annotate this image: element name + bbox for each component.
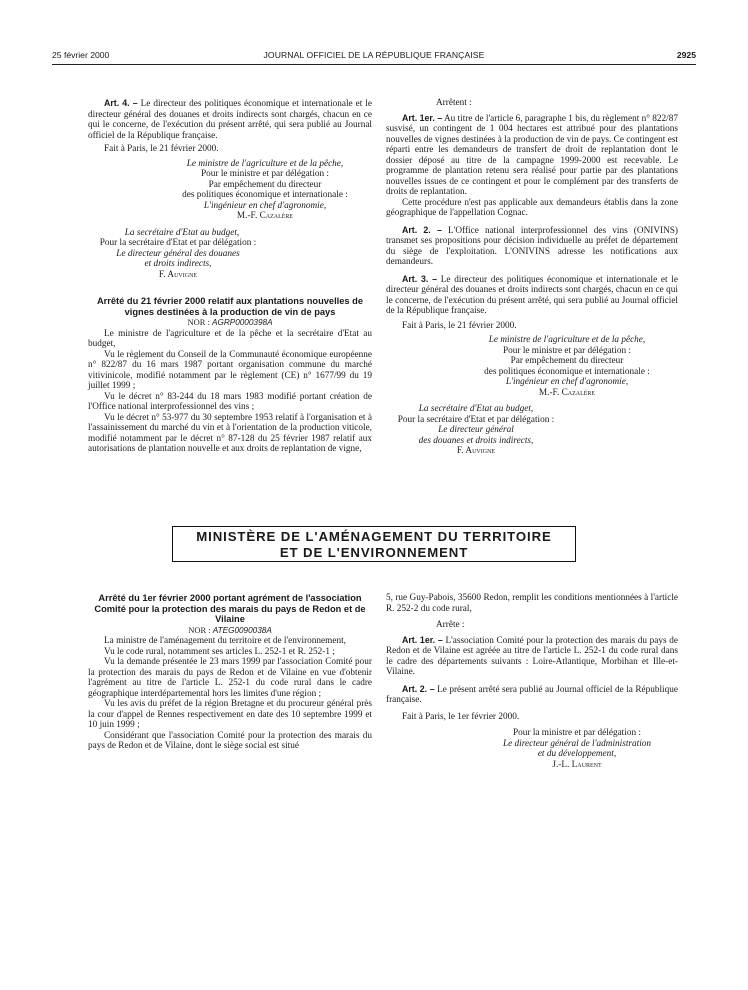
visa-paragraph: Vu la demande présentée le 23 mars 1999 par l'association Comité pour la protection des marais du pays de Redon et de Vilaine en vue d'obtenir l'agrément au titre de l'article L. 252-1 du code rural dans le cadre géographique interdépartemental hors les limites d'une région ;: [88, 657, 372, 699]
signature-block-ministre: Le ministre de l'agriculture et de la pêche, Pour le ministre et par délégation : Par empêchement du directeur des politiques économique et internationale : L'ingénieur en chef d'agronomie, M.-F. Cazalère: [182, 158, 348, 221]
top-right-column: [386, 98, 678, 457]
fait-a-paris: Fait à Paris, le 21 février 2000.: [104, 144, 219, 154]
considerant-paragraph: Considérant que l'association Comité pour la protection des marais du pays de Redon et de Vilaine, dont le siège social est situé: [88, 730, 372, 751]
visa-paragraph: Le ministre de l'agriculture et de la pêche et la secrétaire d'Etat au budget,: [88, 328, 372, 349]
header-page-number: 2925: [676, 50, 696, 60]
fait-a-paris: Fait à Paris, le 21 février 2000.: [402, 320, 517, 331]
article-1-paragraph-2: Cette procédure n'est pas applicable aux demandeurs établis dans la zone géographique de l'appellation Cognac.: [386, 197, 678, 218]
signature-block-secretaire: La secrétaire d'Etat au budget, Pour la secrétaire d'Etat et par délégation : Le directeur général des douanes et droits indirects, F. Auvigne: [397, 404, 555, 456]
visa-paragraph: Vu les avis du préfet de la région Bretagne et du procureur général près la cour d'appel de Rennes respectivement en date des 10 septembre 1999 et 10 juin 1999 ;: [88, 699, 372, 730]
visa-paragraph: Vu le règlement du Conseil de la Communauté économique européenne n° 822/87 du 16 mars 1987 portant organisation commune du marché vitivinicole, modifié notamment par le règlement (CE) n° 1677/99 du 19 juillet 1999 ;: [88, 349, 372, 391]
signature-block-ministre: Le ministre de l'agriculture et de la pêche, Pour le ministre et par délégation : Par empêchement du directeur des politiques économique et internationale : L'ingénieur en chef d'agronomie, M.-F. Cazalère: [484, 335, 650, 398]
header-date: 25 février 2000: [52, 50, 110, 60]
article-1: Art. 1er. – Au titre de l'article 6, paragraphe 1 bis, du règlement n° 822/87 susvisé, un contingent de 1 004 hectares est attribué pour des plantations nouvelles de vignes destinées à la production de vin de pays. Ce contingent est réparti entre les demandeurs de transfert de droit de replantation dont le dossier déposé au titre de la campagne 1999-2000 est recevable. Le programme de plantation retenu sera réalisé pour partie par des plantations nouvelles issues de ce contingent et pour le complément par des transferts de droits de replantation.: [386, 112, 678, 197]
arretent-heading: Arrêtent :: [436, 98, 472, 108]
signature-block-secretaire: La secrétaire d'Etat au budget, Pour la secrétaire d'Etat et par délégation : Le directeur général des douanes et droits indirects, F. Auvigne: [99, 227, 257, 280]
fait-a-paris: Fait à Paris, le 1er février 2000.: [402, 711, 520, 722]
signature-block: Pour la ministre et par délégation : Le directeur général de l'administration et du développement, J.-L. Laurent: [502, 728, 652, 770]
page-header: [52, 50, 696, 64]
header-title: JOURNAL OFFICIEL DE LA RÉPUBLIQUE FRANÇAISE: [263, 50, 485, 60]
continuation-paragraph: 5, rue Guy-Pabois, 35600 Redon, remplit les conditions mentionnées à l'article R. 252-2 du code rural,: [386, 593, 678, 614]
ministry-name-line-2: ET DE L'ENVIRONNEMENT: [279, 545, 469, 560]
visa-paragraph: Vu le décret n° 53-977 du 30 septembre 1953 relatif à l'organisation et à l'assainissement du marché du vin et à l'orientation de la production viticole, modifié notamment par le décret n° 87-128 du 25 février 1987 relatif aux autorisations de plantation nouvelle et aux droits de replantation de vigne,: [88, 412, 372, 454]
top-left-column: [88, 98, 372, 455]
article-3: Art. 3. – Le directeur des politiques économique et internationale et le directeur général des douanes et droits indirects sont chargés, chacun en ce qui le concerne, de l'exécution du présent arrêté, qui sera publié au Journal officiel de la République française.: [386, 273, 678, 316]
visa-paragraph: Vu le code rural, notamment ses articles L. 252-1 et R. 252-1 ;: [104, 646, 335, 657]
arrete-title-vignes: Arrêté du 21 février 2000 relatif aux plantations nouvelles de vignes destinées à la production de vin de pays: [96, 296, 364, 317]
header-rule: [52, 64, 696, 65]
ministry-heading-box: [172, 526, 576, 562]
visa-paragraph: Vu le décret n° 83-244 du 18 mars 1983 modifié portant création de l'Office national interprofessionnel des vins ;: [88, 391, 372, 412]
article-1: Art. 1er. – L'association Comité pour la protection des marais du pays de Redon et de Vilaine est agréée au titre de l'article L. 252-1 du code rural dans le cadre des départements suivants : Loire-Atlantique, Morbihan et Ille-et-Vilaine.: [386, 634, 678, 677]
bottom-left-column: [88, 593, 372, 752]
ministry-name-line-1: MINISTÈRE DE L'AMÉNAGEMENT DU TERRITOIRE: [196, 529, 552, 544]
nor-reference: NOR : ATEG0090038A: [188, 624, 272, 635]
bottom-right-column: [386, 593, 678, 770]
visa-paragraph: La ministre de l'aménagement du territoire et de l'environnement,: [104, 636, 346, 646]
article-2: Art. 2. – L'Office national interprofessionnel des vins (ONIVINS) transmet ses propositions pour décision individuelle au préfet de département du siège de l'exploitation. L'ONIVINS adresse les notifications aux demandeurs.: [386, 224, 678, 267]
arrete-title-association: Arrêté du 1er février 2000 portant agrément de l'association Comité pour la protection des marais du pays de Redon et de Vilaine: [94, 593, 366, 624]
arrete-heading: Arrête :: [436, 620, 465, 630]
nor-reference: NOR : AGRP0000398A: [187, 317, 273, 327]
article-4: Art. 4. – Le directeur des politiques économique et internationale et le directeur général des douanes et droits indirects sont chargés, chacun en ce qui le concerne, de l'exécution du présent arrêté, qui sera publié au Journal officiel de la République française.: [88, 98, 372, 141]
article-2: Art. 2. – Le présent arrêté sera publié au Journal officiel de la République française.: [386, 683, 678, 705]
